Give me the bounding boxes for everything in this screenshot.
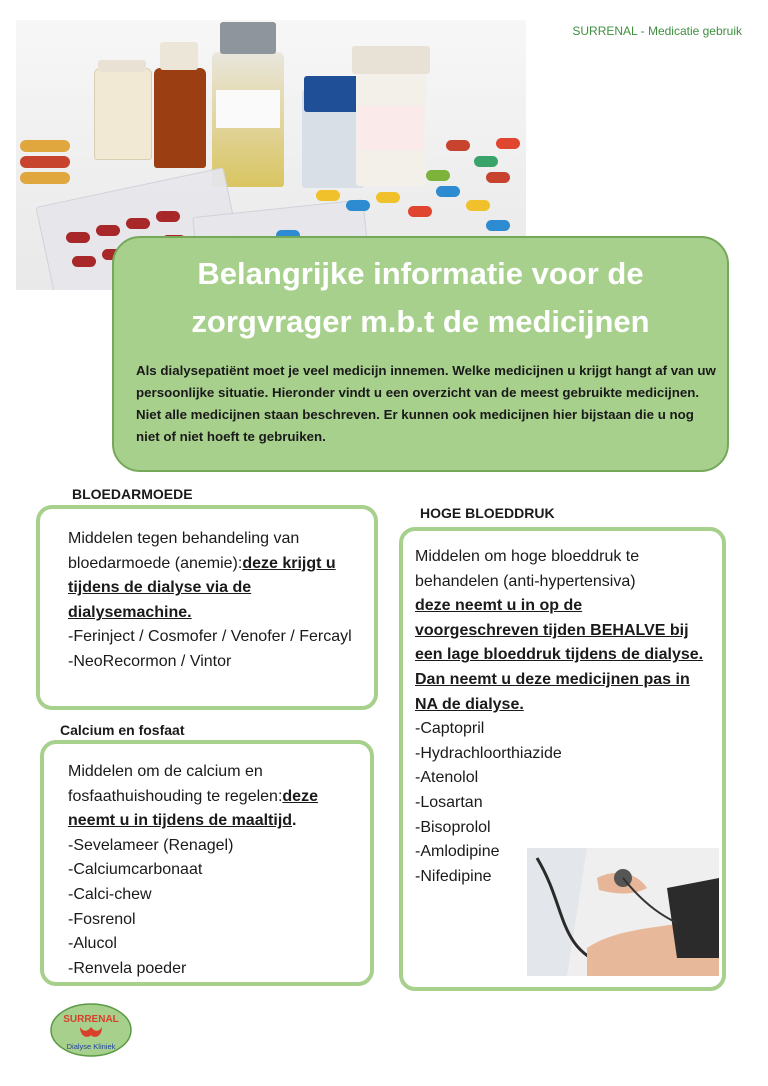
list-item: -Sevelameer (Renagel) xyxy=(68,836,234,854)
list-item: -Bisoprolol xyxy=(415,818,491,836)
list-item: -Fosrenol xyxy=(68,910,136,928)
list-item: -Alucol xyxy=(68,935,117,953)
bloedarmoede-heading: BLOEDARMOEDE xyxy=(72,486,193,502)
list-item: -Atenolol xyxy=(415,769,479,787)
list-item: -Hydrachloorthiazide xyxy=(415,744,562,762)
list-item: -Renvela poeder xyxy=(68,959,187,977)
calcium-emphasis: deze neemt u in tijdens de maaltijd xyxy=(68,787,318,830)
header-text: SURRENAL - Medicatie gebruik xyxy=(572,24,742,38)
list-item: -Calci-chew xyxy=(68,885,152,903)
blood-pressure-measurement-icon xyxy=(527,848,719,976)
bloedarmoede-card xyxy=(36,505,378,710)
calcium-text xyxy=(68,760,352,834)
calcium-card xyxy=(40,740,374,986)
bloeddruk-intro: Middelen om hoge bloeddruk te behandelen (anti-hypertensiva) xyxy=(415,548,640,590)
bloeddruk-emphasis: deze neemt u in op de voorgeschreven tijden BEHALVE bij een lage bloeddruk tijdens de dialyse. Dan neemt u deze medicijnen pas in NA de dialyse. xyxy=(415,597,704,713)
list-item: -Calciumcarbonaat xyxy=(68,861,203,879)
bloedarmoede-text xyxy=(68,527,356,625)
bloedarmoede-emphasis: deze krijgt u tijdens de dialyse via de dialysemachine. xyxy=(68,554,336,621)
list-item: -Ferinject / Cosmofer / Venofer / Fercayl xyxy=(68,628,352,646)
logo-bottom-text: Dialyse Kliniek xyxy=(66,1042,116,1051)
intro-text: Als dialysepatiënt moet je veel medicijn innemen. Welke medicijnen u krijgt hangt af van uw persoonlijke situatie. Hieronder vindt u een overzicht van de meest gebruikte medicijnen. Niet alle medicijnen staan beschreven. Er kunnen ook medicijnen hier bijstaan die u nog niet of niet hoeft te gebruiken. xyxy=(136,363,716,444)
title-line-2: zorgvrager m.b.t de medicijnen xyxy=(191,304,650,339)
bloedarmoede-intro: Middelen tegen behandeling van bloedarmoede (anemie): xyxy=(68,530,300,572)
title-line-1: Belangrijke informatie voor de xyxy=(197,256,644,291)
page-title xyxy=(114,250,727,346)
list-item: -Losartan xyxy=(415,793,483,811)
list-item: -Captopril xyxy=(415,720,485,738)
bloeddruk-heading: HOGE BLOEDDRUK xyxy=(420,505,555,521)
surrenal-logo xyxy=(50,1003,132,1057)
list-item: -NeoRecormon / Vintor xyxy=(68,652,232,670)
list-item: -Nifedipine xyxy=(415,867,492,885)
title-box xyxy=(112,236,729,472)
list-item: -Amlodipine xyxy=(415,843,500,861)
calcium-intro: Middelen om de calcium en fosfaathuishouding te regelen: xyxy=(68,763,283,805)
logo-top-text: SURRENAL xyxy=(63,1014,119,1025)
calcium-period: . xyxy=(292,812,297,830)
calcium-heading: Calcium en fosfaat xyxy=(60,722,185,738)
